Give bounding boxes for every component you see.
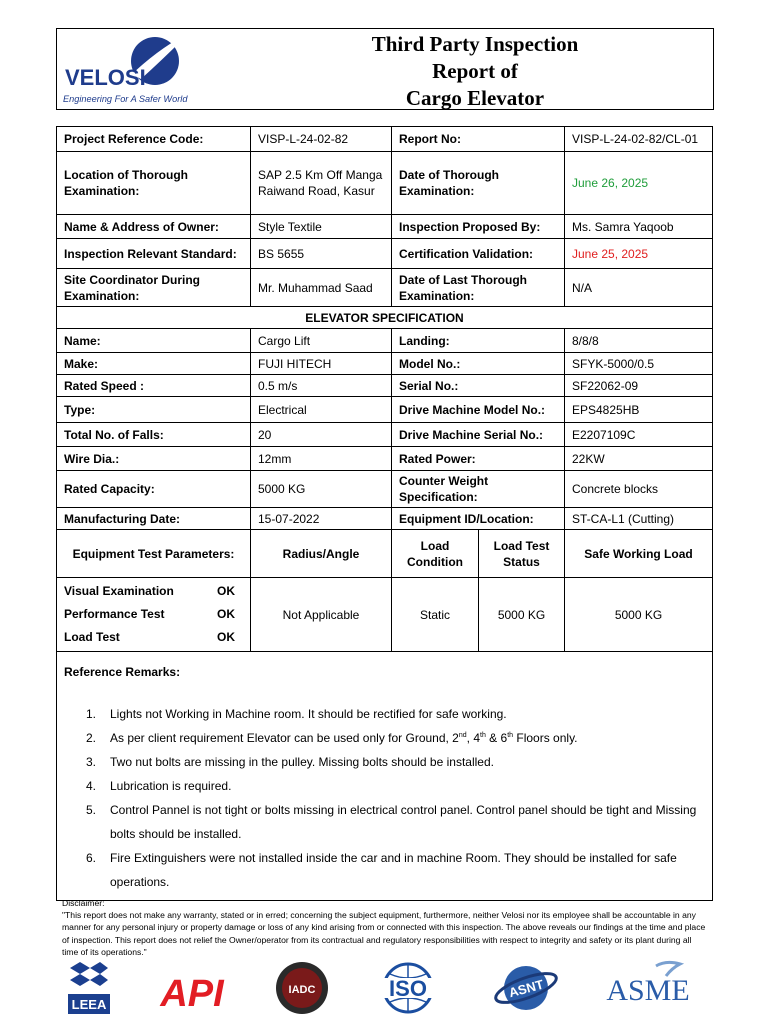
svg-text:ASME: ASME — [606, 974, 690, 1007]
spec-value: Electrical — [251, 397, 392, 423]
standard-value: BS 5655 — [251, 239, 392, 269]
cert-value: June 25, 2025 — [565, 239, 713, 269]
load-status-header: Load Test Status — [479, 530, 565, 578]
project-ref-value: VISP-L-24-02-82 — [251, 127, 392, 152]
coordinator-value: Mr. Muhammad Saad — [251, 269, 392, 307]
logo-tagline: Engineering For A Safer World — [63, 94, 188, 104]
load-condition-value: Static — [392, 578, 479, 652]
remark-item: 1. Lights not Working in Machine room. It should be rectified for safe working. — [86, 707, 507, 721]
test-item: Visual Examination OK — [64, 584, 235, 598]
spec-label: Rated Capacity: — [57, 471, 251, 508]
svg-text:IADC: IADC — [288, 984, 316, 996]
reference-remarks — [57, 652, 713, 901]
last-exam-value: N/A — [565, 269, 713, 307]
coordinator-label: Site Coordinator During Examination: — [57, 269, 251, 307]
test-params-header: Equipment Test Parameters: — [57, 530, 251, 578]
spec-label: Serial No.: — [392, 375, 565, 397]
remarks-list — [64, 702, 705, 894]
remark-item: 4. Lubrication is required. — [86, 779, 232, 793]
iso-logo — [376, 958, 440, 1020]
svg-text:LEEA: LEEA — [71, 997, 107, 1012]
spec-value: 8/8/8 — [565, 329, 713, 353]
spec-value: SF22062-09 — [565, 375, 713, 397]
spec-value: E2207109C — [565, 423, 713, 447]
date-exam-value: June 26, 2025 — [565, 152, 713, 215]
spec-label: Wire Dia.: — [57, 447, 251, 471]
report-no-label: Report No: — [392, 127, 565, 152]
logo-text: VELOSI — [65, 65, 146, 90]
svg-text:API: API — [160, 973, 224, 1015]
velosi-logo — [63, 35, 233, 105]
test-item: Load Test OK — [64, 630, 235, 644]
spec-label: Counter Weight Specification: — [392, 471, 565, 508]
spec-value: ST-CA-L1 (Cutting) — [565, 508, 713, 530]
spec-value: FUJI HITECH — [251, 353, 392, 375]
spec-label: Drive Machine Serial No.: — [392, 423, 565, 447]
svg-text:ISO: ISO — [389, 976, 427, 1001]
last-exam-label: Date of Last Thorough Examination: — [392, 269, 565, 307]
spec-label: Manufacturing Date: — [57, 508, 251, 530]
remark-item: 3. Two nut bolts are missing in the pulley. Missing bolts should be installed. — [86, 755, 494, 769]
spec-label: Total No. of Falls: — [57, 423, 251, 447]
leea-logo — [64, 958, 114, 1020]
disclaimer-text: "This report does not make any warranty, stated or in erred; concerning the subject equipment, furthermore, neither Velosi nor its employee shall be accountable in any manner for any personal injury or property damage or loss of any kind arising from or connected with this inspection. The above reveals our findings at the time and place of inspection. This report does not relief the Owner/operator from its contractual and regulatory responsibilities with respect to integrity and safety or its plant during all time of its operations." — [62, 910, 706, 957]
spec-label: Landing: — [392, 329, 565, 353]
report-no-value: VISP-L-24-02-82/CL-01 — [565, 127, 713, 152]
radius-header: Radius/Angle — [251, 530, 392, 578]
load-status-value: 5000 KG — [479, 578, 565, 652]
spec-value: 20 — [251, 423, 392, 447]
spec-value: Concrete blocks — [565, 471, 713, 508]
spec-label: Equipment ID/Location: — [392, 508, 565, 530]
location-value: SAP 2.5 Km Off Manga Raiwand Road, Kasur — [251, 152, 392, 215]
remarks-title: Reference Remarks: — [64, 665, 181, 679]
owner-label: Name & Address of Owner: — [57, 215, 251, 239]
title-line-1: Third Party Inspection — [371, 32, 579, 56]
proposed-label: Inspection Proposed By: — [392, 215, 565, 239]
api-logo — [156, 958, 228, 1020]
spec-label: Name: — [57, 329, 251, 353]
spec-label: Model No.: — [392, 353, 565, 375]
date-exam-label: Date of Thorough Examination: — [392, 152, 565, 215]
cert-label: Certification Validation: — [392, 239, 565, 269]
swl-value: 5000 KG — [565, 578, 713, 652]
spec-label: Make: — [57, 353, 251, 375]
spec-value: EPS4825HB — [565, 397, 713, 423]
spec-value: 5000 KG — [251, 471, 392, 508]
svg-text:ASNT: ASNT — [507, 976, 546, 1001]
title-line-3: Cargo Elevator — [405, 86, 545, 110]
load-condition-header: Load Condition — [392, 530, 479, 578]
asnt-logo — [490, 958, 562, 1020]
test-list — [57, 578, 251, 652]
remark-item: 5. Control Pannel is not tight or bolts missing in electrical control panel. Control panel should be tight and Missing bolts should be installed. — [86, 803, 697, 841]
location-label: Location of Thorough Examination: — [57, 152, 251, 215]
spec-label: Type: — [57, 397, 251, 423]
spec-value: 22KW — [565, 447, 713, 471]
spec-value: 0.5 m/s — [251, 375, 392, 397]
title-line-2: Report of — [432, 59, 518, 83]
asme-logo — [596, 958, 700, 1020]
spec-label: Rated Power: — [392, 447, 565, 471]
swl-header: Safe Working Load — [565, 530, 713, 578]
report-title — [237, 31, 713, 112]
proposed-value: Ms. Samra Yaqoob — [565, 215, 713, 239]
report-header — [56, 28, 714, 110]
spec-heading: ELEVATOR SPECIFICATION — [57, 307, 713, 329]
disclaimer-label: Disclaimer: — [62, 898, 105, 908]
owner-value: Style Textile — [251, 215, 392, 239]
test-item: Performance Test OK — [64, 607, 235, 621]
spec-value: SFYK-5000/0.5 — [565, 353, 713, 375]
standard-label: Inspection Relevant Standard: — [57, 239, 251, 269]
spec-label: Drive Machine Model No.: — [392, 397, 565, 423]
spec-value: 12mm — [251, 447, 392, 471]
spec-value: 15-07-2022 — [251, 508, 392, 530]
remark-item: 2. As per client requirement Elevator can be used only for Ground, 2nd, 4th & 6th Floors only. — [86, 731, 578, 745]
spec-label: Rated Speed : — [57, 375, 251, 397]
disclaimer — [62, 897, 708, 958]
project-ref-label: Project Reference Code: — [57, 127, 251, 152]
radius-value: Not Applicable — [251, 578, 392, 652]
spec-value: Cargo Lift — [251, 329, 392, 353]
remark-item: 6. Fire Extinguishers were not installed inside the car and in machine Room. They should be installed for safe operations. — [86, 851, 677, 889]
accreditation-logos — [56, 958, 712, 1020]
iadc-logo — [274, 958, 330, 1020]
inspection-table — [56, 126, 713, 901]
